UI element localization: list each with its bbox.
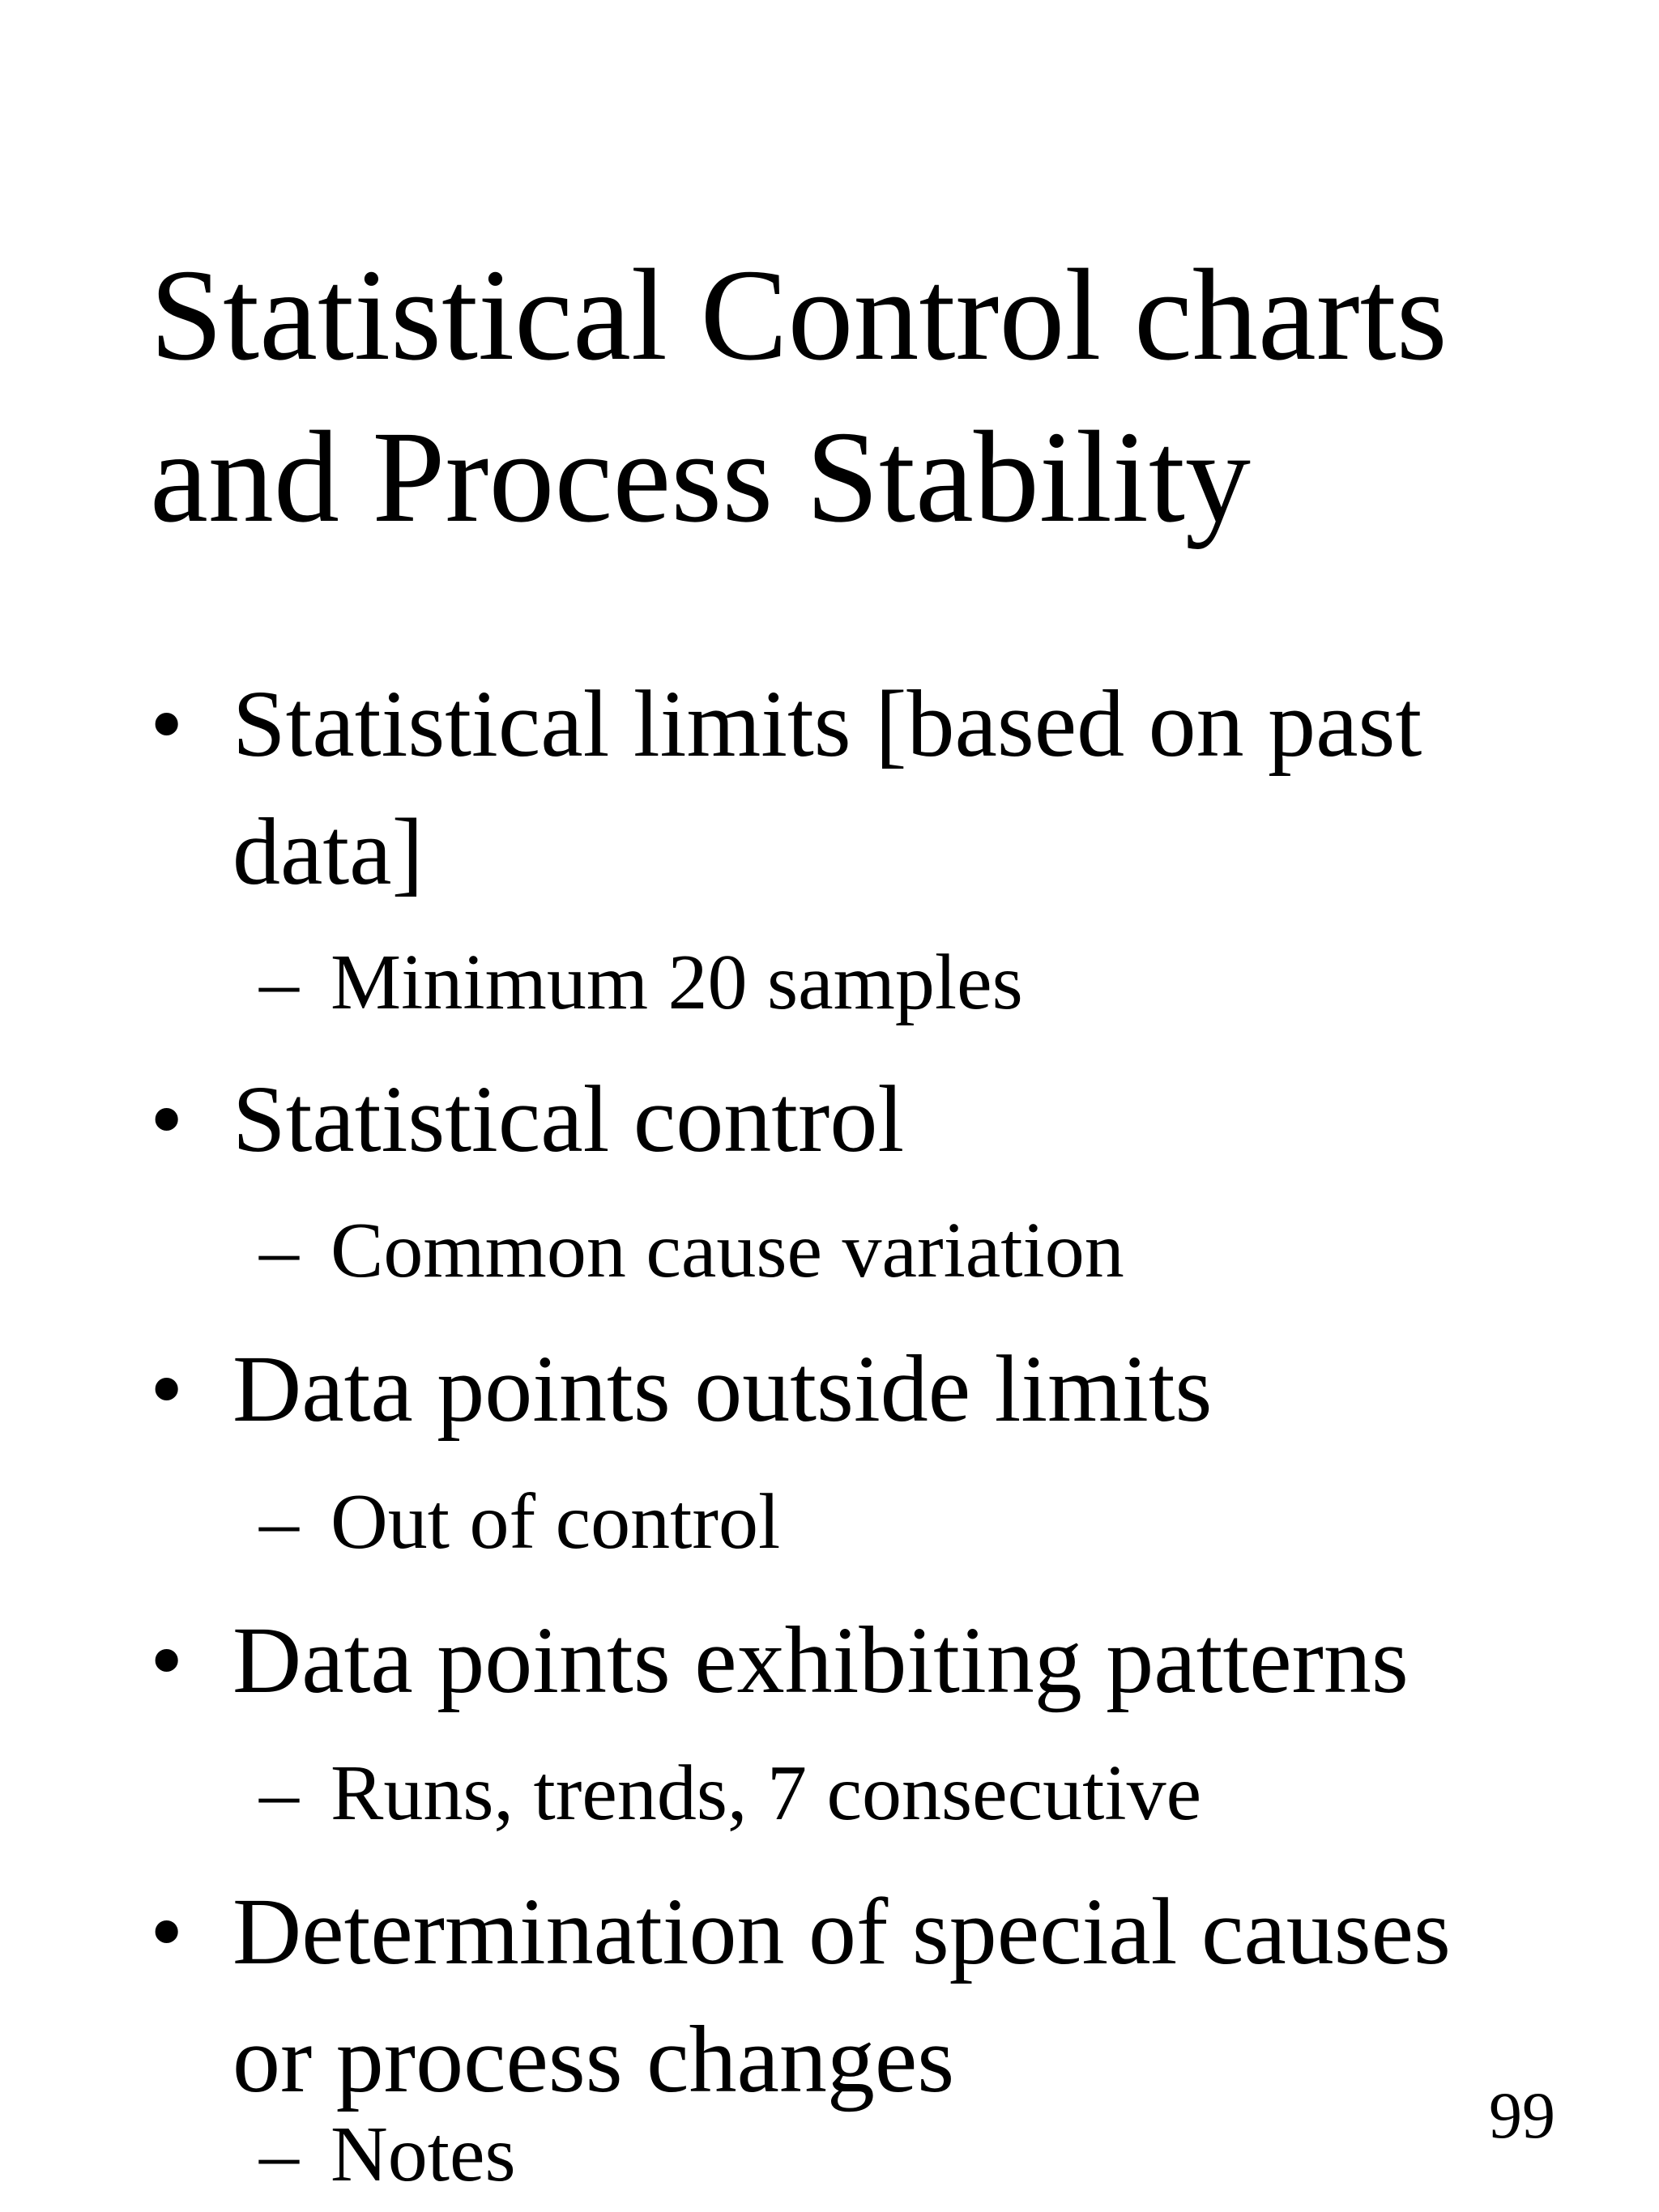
- sub-item-text: Notes: [331, 2111, 516, 2198]
- dash-marker: –: [259, 1478, 299, 1566]
- dash-marker: –: [259, 939, 299, 1026]
- dash-marker: –: [259, 1207, 299, 1294]
- sub-item-text: Minimum 20 samples: [331, 939, 1023, 1026]
- bullet-text: Data points exhibiting patterns: [232, 1607, 1409, 1713]
- bullet-dot: •: [150, 671, 184, 777]
- bullet-text-line-2: or process changes: [232, 2006, 955, 2112]
- bullet-text-line-1: Determination of special causes: [232, 1878, 1451, 1984]
- slide-title-line-2: and Process Stability: [150, 405, 1251, 550]
- bullet-dot: •: [150, 1066, 184, 1172]
- sub-item-text: Runs, trends, 7 consecutive: [331, 1750, 1202, 1837]
- page-number: 99: [1489, 2078, 1555, 2152]
- bullet-text: Data points outside limits: [232, 1336, 1213, 1442]
- bullet-dot: •: [150, 1878, 184, 1984]
- bullet-text-line-1: Statistical limits [based on past: [232, 671, 1422, 777]
- bullet-dot: •: [150, 1607, 184, 1713]
- sub-item-text: Common cause variation: [331, 1207, 1124, 1294]
- sub-item-text: Out of control: [331, 1478, 781, 1566]
- slide-title-line-1: Statistical Control charts: [150, 243, 1448, 388]
- bullet-text-line-2: data]: [232, 799, 424, 905]
- bullet-text: [232, 660, 1610, 916]
- bullet-text: Statistical control: [232, 1066, 905, 1172]
- dash-marker: –: [259, 2111, 299, 2198]
- dash-marker: –: [259, 1750, 299, 1837]
- bullet-dot: •: [150, 1336, 184, 1442]
- bullet-text: [232, 1868, 1610, 2124]
